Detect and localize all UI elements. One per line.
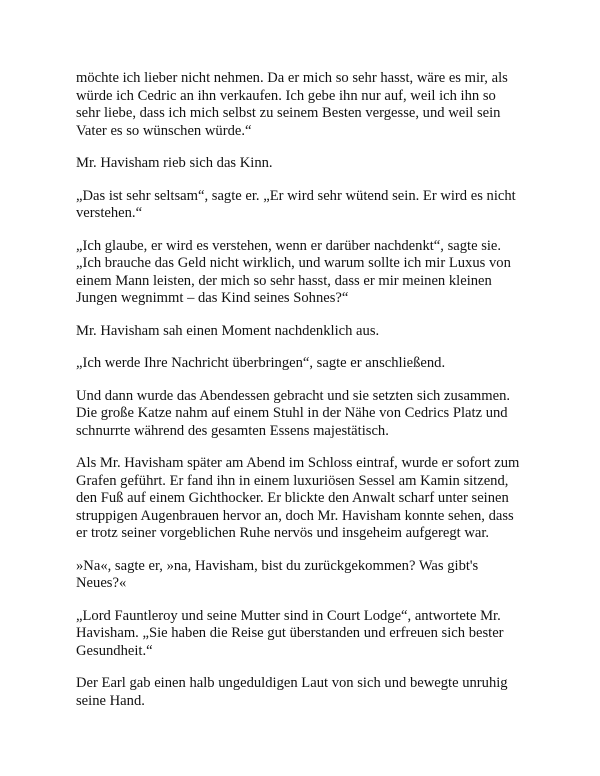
text-line: Jungen wegnimmt – das Kind seines Sohnes?“ [76, 290, 349, 306]
text-line: Als Mr. Havisham später am Abend im Schloss eintraf, wurde er sofort zum [76, 455, 520, 471]
document-page [76, 70, 546, 725]
text-line: struppigen Augenbrauen hervor an, doch Mr. Havisham konnte sehen, dass [76, 507, 514, 524]
text-line: einem Mann leisten, der mich so sehr hasst, dass er mir meinen kleinen [76, 272, 492, 289]
paragraph [76, 608, 546, 661]
text-line: Havisham. „Sie haben die Reise gut überstanden und erfreuen sich bester [76, 625, 504, 641]
text-line: „Ich glaube, er wird es verstehen, wenn er darüber nachdenkt“, sagte sie. [76, 237, 502, 254]
paragraph [76, 70, 546, 140]
paragraph [76, 388, 546, 441]
text-line: „Ich brauche das Geld nicht wirklich, und warum sollte ich mir Luxus von [76, 255, 511, 271]
text-line: sehr liebe, dass ich mich selbst zu seinem Besten vergesse, und weil sein [76, 105, 501, 121]
text-line: Die große Katze nahm auf einem Stuhl in der Nähe von Cedrics Platz und [76, 405, 508, 421]
text-line: seine Hand. [76, 692, 145, 709]
text-line: schnurrte während des gesamten Essens majestätisch. [76, 422, 389, 439]
text-line: möchte ich lieber nicht nehmen. Da er mich so sehr hasst, wäre es mir, als [76, 70, 508, 86]
paragraph [76, 355, 546, 373]
text-line: Gesundheit.“ [76, 642, 153, 659]
text-line: Mr. Havisham sah einen Moment nachdenklich aus. [76, 322, 380, 339]
paragraph [76, 155, 546, 173]
paragraph [76, 675, 546, 710]
text-line: verstehen.“ [76, 205, 143, 221]
text-line: Vater es so wünschen würde.“ [76, 122, 252, 139]
paragraph [76, 238, 546, 308]
text-line: „Lord Fauntleroy und seine Mutter sind in Court Lodge“, antwortete Mr. [76, 607, 501, 624]
text-line: Neues?« [76, 575, 127, 591]
text-line: Grafen geführt. Er fand ihn in einem luxuriösen Sessel am Kamin sitzend, [76, 472, 509, 489]
paragraph [76, 188, 546, 223]
text-line: Und dann wurde das Abendessen gebracht und sie setzten sich zusammen. [76, 387, 511, 404]
paragraph [76, 558, 546, 593]
text-line: „Das ist sehr seltsam“, sagte er. „Er wird sehr wütend sein. Er wird es nicht [76, 187, 516, 204]
paragraph [76, 323, 546, 341]
text-line: den Fuß auf einem Gichthocker. Er blickte den Anwalt scharf unter seinen [76, 490, 509, 506]
text-line: „Ich werde Ihre Nachricht überbringen“, sagte er anschließend. [76, 355, 446, 371]
text-line: Der Earl gab einen halb ungeduldigen Laut von sich und bewegte unruhig [76, 675, 508, 691]
text-line: würde ich Cedric an ihn verkaufen. Ich gebe ihn nur auf, weil ich ihn so [76, 87, 496, 104]
text-line: »Na«, sagte er, »na, Havisham, bist du zurückgekommen? Was gibt's [76, 557, 479, 574]
paragraph [76, 455, 546, 543]
text-line: er trotz seiner vorgeblichen Ruhe nervös und insgeheim aufgeregt war. [76, 525, 490, 541]
text-line: Mr. Havisham rieb sich das Kinn. [76, 155, 273, 171]
